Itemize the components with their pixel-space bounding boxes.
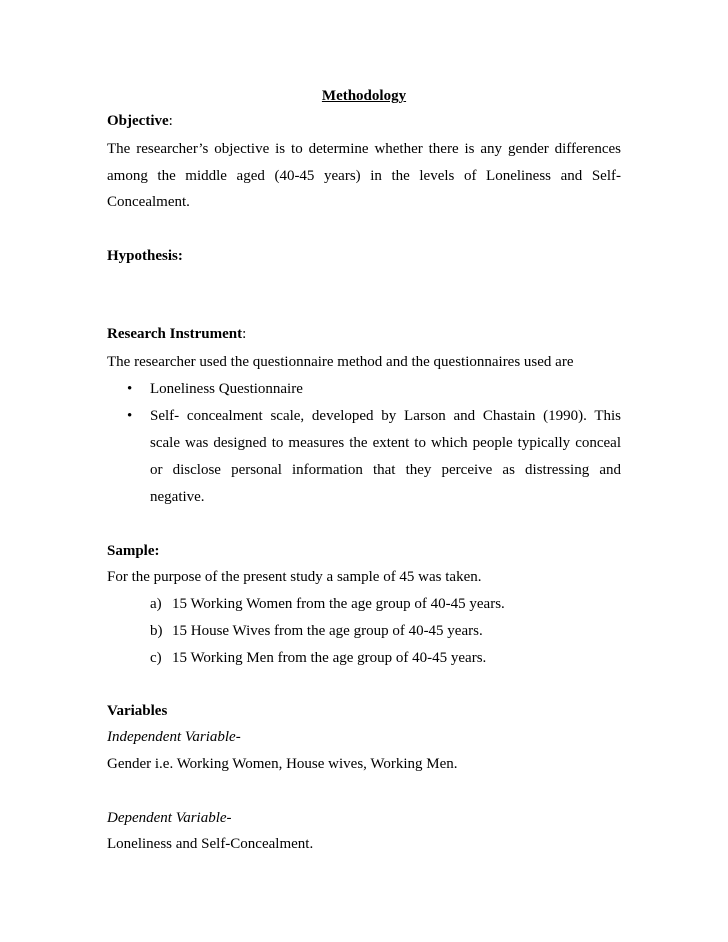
research-instrument-intro: The researcher used the questionnaire method and the questionnaires used are <box>107 354 574 370</box>
independent-variable-label: Independent Variable- <box>107 729 241 745</box>
variables-heading: Variables <box>107 703 168 719</box>
research-instrument-heading <box>107 324 246 344</box>
bullet-marker-2: • <box>127 408 133 424</box>
objective-heading-colon: : <box>168 113 173 129</box>
objective-line-1: The researcher’s objective is to determine whether there is any gender differences <box>107 141 621 157</box>
page-title-text: Methodology <box>321 88 407 104</box>
independent-variable-value: Gender i.e. Working Women, House wives, Working Men. <box>107 756 458 772</box>
dependent-variable-label: Dependent Variable- <box>107 810 232 826</box>
dependent-variable-value: Loneliness and Self-Concealment. <box>107 836 314 852</box>
bullet-item-2-line-4: negative. <box>150 489 205 505</box>
bullet-item-2-line-2: scale was designed to measures the extent to which people typically conceal <box>150 435 621 451</box>
page-title <box>0 86 728 106</box>
sample-item-a-text: 15 Working Women from the age group of 40-45 years. <box>172 596 505 612</box>
sample-item-b-marker: b) <box>150 623 163 639</box>
sample-item-a-marker: a) <box>150 596 162 612</box>
sample-intro: For the purpose of the present study a sample of 45 was taken. <box>107 569 482 585</box>
sample-item-c-text: 15 Working Men from the age group of 40-45 years. <box>172 650 487 666</box>
sample-heading: Sample: <box>107 543 160 559</box>
bullet-item-1-line-1: Loneliness Questionnaire <box>150 381 303 397</box>
objective-heading-text: Objective <box>107 113 169 129</box>
objective-line-2: among the middle aged (40-45 years) in the levels of Loneliness and Self- <box>107 168 621 184</box>
objective-heading <box>107 111 173 131</box>
hypothesis-heading: Hypothesis: <box>107 248 183 264</box>
sample-item-b-text: 15 House Wives from the age group of 40-45 years. <box>172 623 483 639</box>
objective-line-3: Concealment. <box>107 194 190 210</box>
bullet-item-2-line-1: Self- concealment scale, developed by Larson and Chastain (1990). This <box>150 408 621 424</box>
bullet-item-2-line-3: or disclose personal information that they perceive as distressing and <box>150 462 621 478</box>
research-instrument-heading-text: Research Instrument <box>107 326 243 342</box>
bullet-marker-1: • <box>127 381 133 397</box>
research-instrument-heading-colon: : <box>242 326 247 342</box>
sample-item-c-marker: c) <box>150 650 162 666</box>
